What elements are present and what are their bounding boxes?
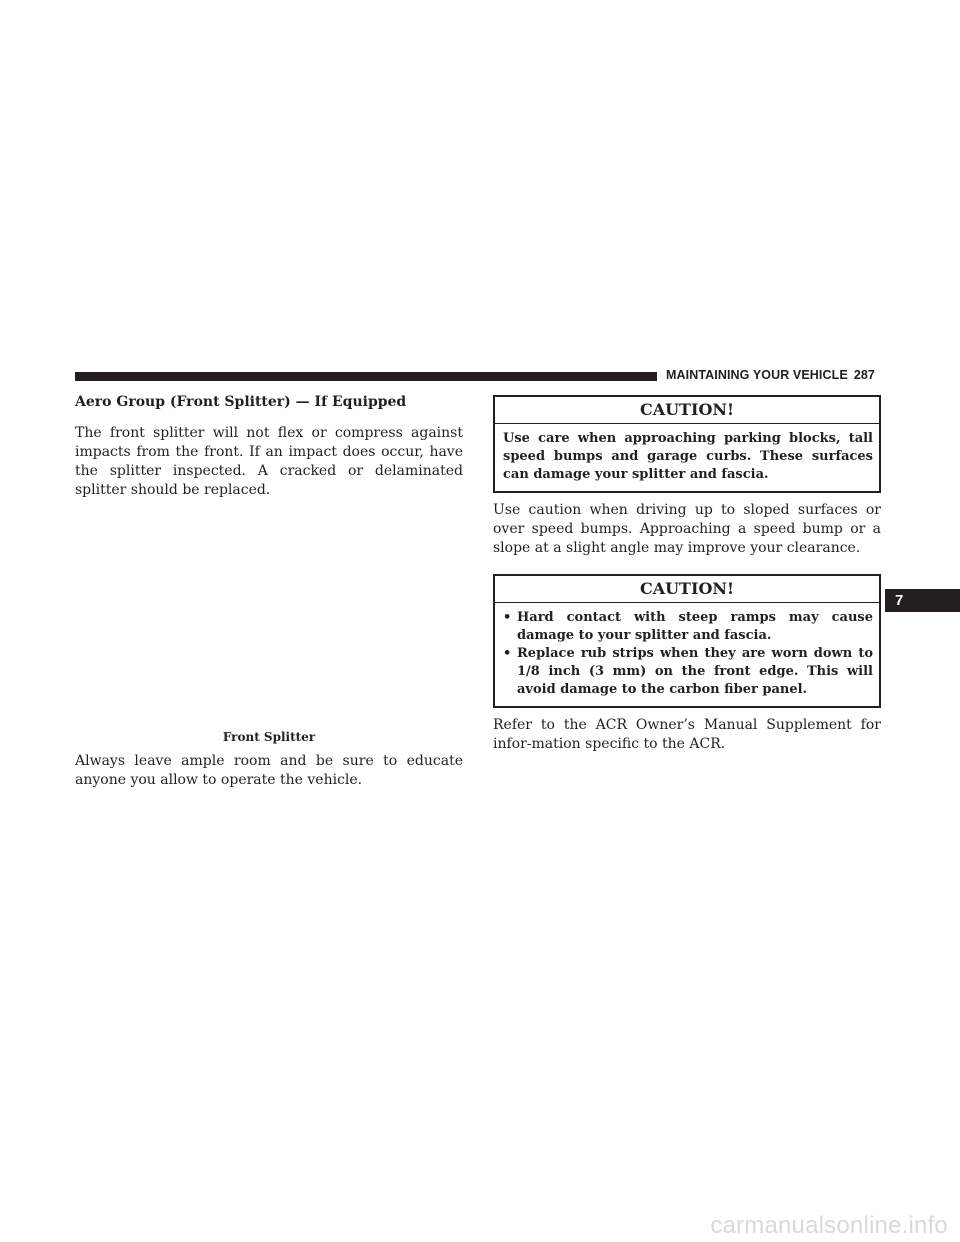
section-title-header: MAINTAINING YOUR VEHICLE [666,368,848,382]
chapter-tab: 7 [885,589,960,612]
bullet-icon: • [503,646,512,661]
caution-box [493,574,881,708]
list-item [503,645,873,699]
header-rule [75,372,657,381]
watermark: carmanualsonline.info [710,1212,948,1239]
right-column [493,395,881,754]
list-item [503,609,873,645]
caution-title: CAUTION! [495,397,879,424]
figure-caption: Front Splitter [222,730,316,744]
body-paragraph: Use caution when driving up to sloped surfaces or over speed bumps. Approaching a speed bump or a slope at a slight angle may improve your clearance. [493,502,881,556]
body-paragraph: The front splitter will not flex or compress against impacts from the front. If an impact does occur, have the splitter inspected. A cracked or delaminated splitter should be replaced. [75,425,463,498]
list-item-text: Hard contact with steep ramps may cause damage to your splitter and fascia. [517,610,873,643]
caution-box [493,395,881,493]
running-head [666,368,882,382]
body-paragraph: Always leave ample room and be sure to educate anyone you allow to operate the vehicle. [75,753,463,788]
caution-body [495,603,879,706]
figure [75,507,463,745]
list-item-text: Replace rub strips when they are worn down to 1/8 inch (3 mm) on the front edge. This will avoid damage to the carbon fiber panel. [517,646,873,697]
page-number: 287 [853,368,875,382]
caution-list [503,609,873,699]
bullet-icon: • [503,610,512,625]
caution-title: CAUTION! [495,576,879,603]
body-paragraph: Refer to the ACR Owner’s Manual Supplement for infor-mation specific to the ACR. [493,717,881,752]
left-column [75,392,463,790]
section-heading: Aero Group (Front Splitter) — If Equipped [75,394,407,410]
caution-text: Use care when approaching parking blocks, tall speed bumps and garage curbs. These surfaces can damage your splitter and fascia. [503,431,873,482]
